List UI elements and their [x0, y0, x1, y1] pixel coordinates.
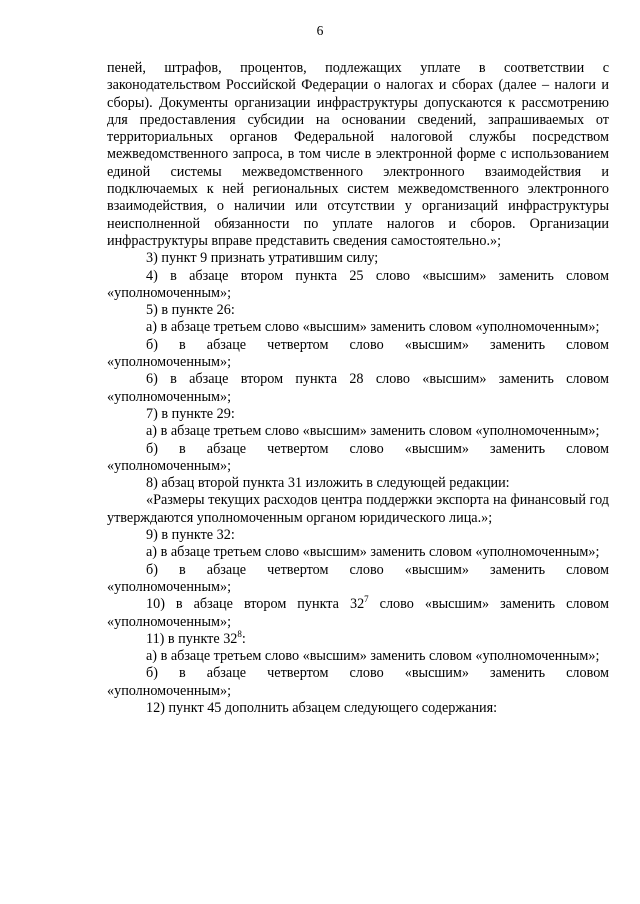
paragraph-item-11-tail: : — [241, 630, 246, 647]
paragraph-item-11a: а) в абзаце третьем слово «высшим» заменить словом «уполномоченным»; — [146, 648, 600, 665]
paragraph-item-11 — [107, 628, 609, 648]
paragraph-item-11b: б) в абзаце четвертом слово «высшим» заменить словом «уполномоченным»; — [107, 665, 609, 699]
paragraph-item-10 — [107, 596, 609, 631]
paragraph-item-8-quote: «Размеры текущих расходов центра поддержки экспорта на финансовый год утверждаются уполномоченным органом юридического лица.»; — [107, 492, 609, 526]
paragraph-item-7a: а) в абзаце третьем слово «высшим» заменить словом «уполномоченным»; — [146, 423, 600, 440]
paragraph-item-11-text: 11) в пункте 32 — [146, 630, 238, 647]
paragraph-item-8: 8) абзац второй пункта 31 изложить в следующей редакции: — [146, 475, 510, 492]
paragraph-item-10-text: 10) в абзаце втором пункта 32 — [146, 596, 365, 613]
paragraph-item-9a: а) в абзаце третьем слово «высшим» заменить словом «уполномоченным»; — [146, 544, 600, 561]
paragraph-item-7b: б) в абзаце четвертом слово «высшим» заменить словом «уполномоченным»; — [107, 440, 609, 474]
paragraph-item-6: 6) в абзаце втором пункта 28 слово «высшим» заменить словом «уполномоченным»; — [107, 371, 609, 405]
paragraph-item-3: 3) пункт 9 признать утратившим силу; — [146, 250, 379, 267]
paragraph-item-5a: а) в абзаце третьем слово «высшим» заменить словом «уполномоченным»; — [146, 319, 600, 336]
document-body — [107, 60, 609, 717]
paragraph-item-9b: б) в абзаце четвертом слово «высшим» заменить словом «уполномоченным»; — [107, 561, 609, 595]
superscript: 8 — [237, 628, 242, 639]
paragraph-continuation: пеней, штрафов, процентов, подлежащих уплате в соответствии с законодательством Российской Федерации о налогах и сборах (далее – налоги и сборы). Документы организации инфраструктуры допускаются к рассмотрению для предоставления субсидии на основании сведений, запрашиваемых от территориальных органов Федеральной налоговой службы посредством межведомственного запроса, в том числе в электронной форме с использованием единой системы межведомственного электронного взаимодействия и подключаемых к ней региональных систем межведомственного электронного взаимодействия, о наличии или отсутствии у организаций инфраструктуры неисполненной обязанности по уплате налогов и сборов. Организации инфраструктуры вправе представить сведения самостоятельно.»; — [107, 60, 609, 249]
paragraph-item-5: 5) в пункте 26: — [146, 302, 235, 319]
paragraph-item-5b: б) в абзаце четвертом слово «высшим» заменить словом «уполномоченным»; — [107, 336, 609, 371]
paragraph-item-12: 12) пункт 45 дополнить абзацем следующего содержания: — [146, 699, 498, 716]
paragraph-item-10-tail: слово «высшим» заменить словом «уполномоченным»; — [107, 596, 609, 630]
page-number: 6 — [316, 23, 324, 38]
paragraph-item-4: 4) в абзаце втором пункта 25 слово «высшим» заменить словом «уполномоченным»; — [107, 267, 609, 301]
paragraph-item-9: 9) в пункте 32: — [146, 527, 235, 544]
paragraph-item-7: 7) в пункте 29: — [146, 405, 235, 422]
superscript: 7 — [364, 594, 369, 605]
